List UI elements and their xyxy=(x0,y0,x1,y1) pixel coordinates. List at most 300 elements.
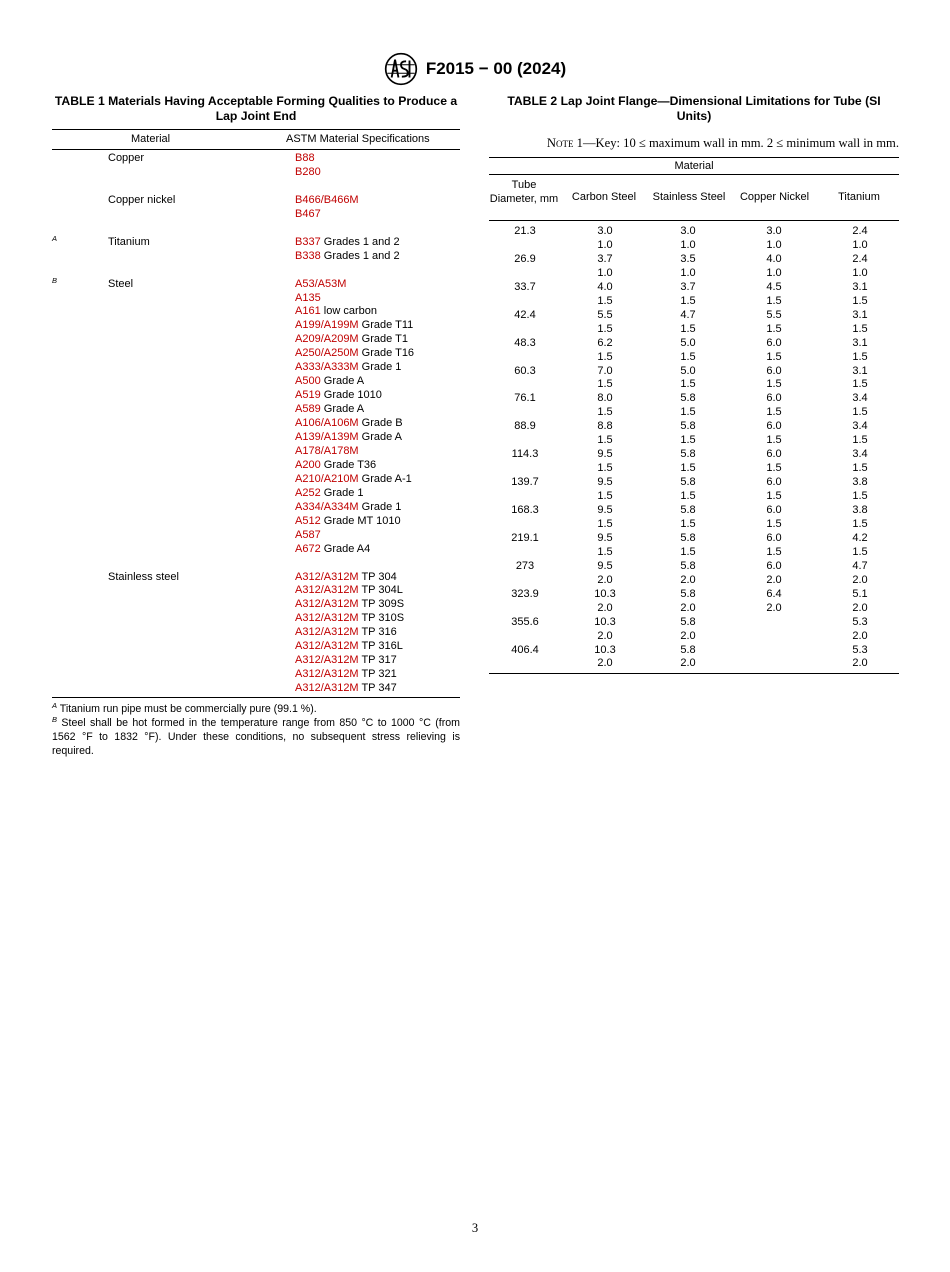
min-wall-value: 1.5 xyxy=(852,434,868,447)
min-wall-value: 1.5 xyxy=(680,517,696,530)
max-wall-value: 3.7 xyxy=(597,252,613,265)
min-wall-value: 1.0 xyxy=(766,238,782,251)
table1-row xyxy=(52,668,460,682)
min-wall-value: 2.0 xyxy=(597,629,613,642)
spec-grade: TP 316 xyxy=(358,626,397,639)
spec-link[interactable]: A252 xyxy=(295,486,321,499)
spec-link[interactable]: A135 xyxy=(295,291,321,304)
spec-grade: TP 310S xyxy=(358,612,405,625)
table1-row xyxy=(52,233,460,250)
spec-entry xyxy=(295,543,370,555)
min-wall-value: 1.5 xyxy=(766,545,782,558)
min-wall-value: 1.5 xyxy=(597,462,613,475)
tube-diameter: 76.1 xyxy=(514,392,536,405)
min-wall-value: 1.5 xyxy=(852,294,868,307)
min-wall-value: 1.5 xyxy=(852,490,868,503)
max-wall-value: 5.8 xyxy=(680,420,696,433)
max-wall-value: 3.1 xyxy=(852,336,868,349)
table2-row-group xyxy=(489,420,899,448)
spec-link[interactable]: A178/A178M xyxy=(295,444,359,457)
max-wall-value: 6.0 xyxy=(766,364,782,377)
spec-entry xyxy=(295,640,403,652)
spec-link[interactable]: A512 xyxy=(295,514,321,527)
spec-entry xyxy=(295,250,400,262)
max-wall-value: 5.5 xyxy=(597,308,613,321)
tube-diameter: 48.3 xyxy=(514,336,536,349)
table2-column-headers xyxy=(489,175,899,220)
max-wall-value: 4.5 xyxy=(766,280,782,293)
spec-link[interactable]: A333/A333M xyxy=(295,361,359,374)
max-wall-value: 2.4 xyxy=(852,225,868,237)
tube-diameter: 355.6 xyxy=(511,615,539,628)
max-wall-value: 3.1 xyxy=(852,308,868,321)
spec-entry xyxy=(295,375,364,387)
table1-row xyxy=(52,571,460,585)
spec-grade: Grade T36 xyxy=(320,458,377,471)
min-wall-value: 1.5 xyxy=(680,322,696,335)
spec-entry xyxy=(295,319,413,331)
max-wall-value: 3.1 xyxy=(852,280,868,293)
max-wall-value: 8.8 xyxy=(597,420,613,433)
min-wall-value: 1.5 xyxy=(680,490,696,503)
max-wall-value: 4.2 xyxy=(852,531,868,544)
spec-grade: Grade T1 xyxy=(358,333,408,346)
max-wall-value: 6.4 xyxy=(766,587,782,600)
min-wall-value: 1.5 xyxy=(597,545,613,558)
table1-row xyxy=(52,473,460,487)
max-wall-value: 3.0 xyxy=(680,225,696,237)
max-wall-value: 3.8 xyxy=(852,504,868,516)
min-wall-value: 2.0 xyxy=(852,629,868,642)
min-wall-value: 1.5 xyxy=(597,490,613,503)
table1-row xyxy=(52,361,460,375)
col-titanium: Titanium xyxy=(838,191,880,203)
min-wall-value: 1.5 xyxy=(852,350,868,363)
spec-grade: Grade 1 xyxy=(358,500,402,513)
spec-link[interactable]: A589 xyxy=(295,403,321,416)
tube-diameter: 406.4 xyxy=(511,643,539,656)
spec-link[interactable]: A312/A312M xyxy=(295,626,359,639)
spec-link[interactable]: A587 xyxy=(295,528,321,541)
col-carbon-steel: Carbon Steel xyxy=(571,191,637,203)
min-wall-value: 1.5 xyxy=(766,462,782,475)
min-wall-value: 1.5 xyxy=(597,517,613,530)
spec-grade: Grade A xyxy=(320,375,365,388)
tube-diameter: 21.3 xyxy=(514,225,536,237)
spec-grade: Grade T11 xyxy=(358,319,414,332)
table1-row xyxy=(52,529,460,543)
table2-row-group xyxy=(489,504,899,532)
spec-link[interactable]: A209/A209M xyxy=(295,333,359,346)
spec-link[interactable]: A519 xyxy=(295,389,321,402)
table1-row xyxy=(52,682,460,696)
min-wall-value: 1.5 xyxy=(597,378,613,391)
spec-link[interactable]: A312/A312M xyxy=(295,584,359,597)
tube-diameter: 114.3 xyxy=(511,448,539,461)
max-wall-value: 10.3 xyxy=(594,587,616,600)
min-wall-value: 1.5 xyxy=(766,322,782,335)
col-stainless-steel: Stainless Steel xyxy=(652,191,726,203)
table1-row xyxy=(52,292,460,306)
min-wall-value: 1.5 xyxy=(597,350,613,363)
spec-link[interactable]: A200 xyxy=(295,458,321,471)
table1-row xyxy=(52,459,460,473)
table1-row xyxy=(52,612,460,626)
table1-row xyxy=(52,431,460,445)
max-wall-value: 3.5 xyxy=(680,252,696,265)
spec-entry xyxy=(295,431,402,443)
spec-entry xyxy=(295,166,321,178)
spec-link[interactable]: A139/A139M xyxy=(295,431,359,443)
table1-body xyxy=(52,150,460,697)
table2-material-header: Material xyxy=(489,158,899,175)
spec-entry xyxy=(295,389,382,401)
table2-row-group xyxy=(489,588,899,616)
min-wall-value: 1.0 xyxy=(766,266,782,279)
table1-row xyxy=(52,333,460,347)
max-wall-value: 3.7 xyxy=(680,280,696,293)
spec-grade: low carbon xyxy=(320,305,377,318)
tube-diameter: 273 xyxy=(515,559,535,572)
spec-entry xyxy=(295,682,397,694)
min-wall-value: 2.0 xyxy=(766,573,782,586)
spec-entry xyxy=(295,278,346,290)
spec-grade: TP 309S xyxy=(358,598,405,611)
max-wall-value: 5.8 xyxy=(680,392,696,405)
tube-diameter: 219.1 xyxy=(511,531,539,544)
min-wall-value: 1.5 xyxy=(597,322,613,335)
max-wall-value: 4.7 xyxy=(680,308,696,321)
max-wall-value: 3.8 xyxy=(852,476,868,489)
table2-row-group xyxy=(489,644,899,672)
spec-grade: Grade 1 xyxy=(320,486,364,499)
table2 xyxy=(489,158,899,674)
table1-row xyxy=(52,305,460,319)
min-wall-value: 2.0 xyxy=(597,657,613,670)
max-wall-value: 3.4 xyxy=(852,448,868,461)
max-wall-value: 5.0 xyxy=(680,336,696,349)
max-wall-value: 6.0 xyxy=(766,392,782,405)
min-wall-value: 2.0 xyxy=(680,601,696,614)
table1-col-material: Material xyxy=(131,133,171,145)
spec-entry xyxy=(295,194,359,206)
tube-diameter: 323.9 xyxy=(511,587,539,600)
footnote-b: $^B$ Steel shall be hot formed in the temperature range from 850 °C to 1000 °C (from 1562 °F to 1832 °F). Under these conditions, no subsequent stress relieving is required. xyxy=(52,715,460,757)
table2-row-group xyxy=(489,616,899,644)
spec-grade: TP 304 xyxy=(358,570,397,583)
max-wall-value: 6.0 xyxy=(766,448,782,461)
min-wall-value: 2.0 xyxy=(852,657,868,670)
spec-entry xyxy=(295,487,364,499)
spec-entry xyxy=(295,529,321,541)
col-copper-nickel: Copper Nickel xyxy=(739,191,810,203)
spec-grade: Grade A xyxy=(320,403,365,416)
table1-row xyxy=(52,250,460,264)
max-wall-value: 5.3 xyxy=(852,615,868,628)
spec-grade: TP 304L xyxy=(358,584,403,597)
min-wall-value: 1.5 xyxy=(680,378,696,391)
spec-grade: Grade MT 1010 xyxy=(320,514,401,527)
max-wall-value: 5.8 xyxy=(680,504,696,516)
table1-row xyxy=(52,501,460,515)
spec-grade: Grade 1 xyxy=(358,361,402,374)
min-wall-value: 1.5 xyxy=(766,378,782,391)
page-header xyxy=(0,52,950,86)
tube-diameter: 26.9 xyxy=(514,252,536,265)
table1-row xyxy=(52,626,460,640)
spec-entry xyxy=(295,584,403,596)
spec-link[interactable]: A312/A312M xyxy=(295,654,359,667)
max-wall-value: 5.8 xyxy=(680,587,696,600)
page-number: 3 xyxy=(471,1221,479,1235)
min-wall-value: 2.0 xyxy=(680,573,696,586)
max-wall-value: 4.7 xyxy=(852,559,868,572)
max-wall-value: 7.0 xyxy=(597,364,613,377)
tube-diameter: 42.4 xyxy=(514,308,536,321)
min-wall-value: 1.5 xyxy=(766,434,782,447)
spec-link[interactable]: A161 xyxy=(295,305,321,318)
table2-row-group xyxy=(489,392,899,420)
spec-grade: Grades 1 and 2 xyxy=(320,249,400,262)
spec-entry xyxy=(295,501,401,513)
min-wall-value: 1.5 xyxy=(766,294,782,307)
min-wall-value: 1.0 xyxy=(852,238,868,251)
table2-row-group xyxy=(489,532,899,560)
spec-link[interactable]: A312/A312M xyxy=(295,668,359,681)
spec-entry xyxy=(295,459,376,471)
min-wall-value: 2.0 xyxy=(852,601,868,614)
table1-row xyxy=(52,487,460,501)
min-wall-value: 1.5 xyxy=(680,294,696,307)
max-wall-value: 8.0 xyxy=(597,392,613,405)
table1-row xyxy=(52,194,460,208)
spec-link[interactable]: A672 xyxy=(295,542,321,555)
tube-diameter: 168.3 xyxy=(511,504,539,516)
max-wall-value: 3.1 xyxy=(852,364,868,377)
document-id: F2015 − 00 (2024) xyxy=(425,59,567,78)
min-wall-value: 1.5 xyxy=(852,406,868,419)
max-wall-value: 5.3 xyxy=(852,643,868,656)
spec-grade: TP 317 xyxy=(358,654,397,667)
table1-row xyxy=(52,417,460,431)
spec-entry xyxy=(295,626,397,638)
table1-row xyxy=(52,208,460,222)
min-wall-value: 1.5 xyxy=(680,406,696,419)
table1-title: TABLE 1 Materials Having Acceptable Forming Qualities to Produce a Lap Joint End xyxy=(54,94,458,123)
footnote-a: $^A$ Titanium run pipe must be commercially pure (99.1 %). xyxy=(52,701,317,715)
spec-entry xyxy=(295,654,397,666)
spec-link[interactable]: A312/A312M xyxy=(295,612,359,625)
table2-section xyxy=(489,94,899,674)
material-name: Copper xyxy=(108,152,145,164)
note-text: —Key: 10 ≤ maximum wall in mm. 2 ≤ minimum wall in mm. xyxy=(582,136,899,150)
spec-entry xyxy=(295,571,397,583)
table1-footnotes xyxy=(52,702,460,758)
table1-row xyxy=(52,389,460,403)
spec-entry xyxy=(295,445,359,457)
spec-link[interactable]: B88 xyxy=(295,152,315,164)
spec-link[interactable]: B466/B466M xyxy=(295,193,359,206)
min-wall-value: 1.5 xyxy=(766,350,782,363)
table1-row xyxy=(52,584,460,598)
spec-link[interactable]: A334/A334M xyxy=(295,500,359,513)
table2-row-group xyxy=(489,309,899,337)
table1-col-specs: ASTM Material Specifications xyxy=(286,133,430,145)
table1-bottom-rule xyxy=(52,697,460,698)
min-wall-value: 1.5 xyxy=(852,378,868,391)
max-wall-value: 6.0 xyxy=(766,336,782,349)
spec-link[interactable]: B467 xyxy=(295,207,321,220)
spec-link[interactable]: A210/A210M xyxy=(295,472,359,485)
spec-grade: TP 321 xyxy=(358,668,397,681)
max-wall-value: 5.1 xyxy=(852,587,868,600)
material-name: Stainless steel xyxy=(108,570,179,583)
max-wall-value: 3.4 xyxy=(852,392,868,405)
spec-grade: Grade A-1 xyxy=(358,472,412,485)
min-wall-value: 1.0 xyxy=(680,238,696,251)
table1-row xyxy=(52,319,460,333)
max-wall-value: 2.4 xyxy=(852,252,868,265)
table2-row-group xyxy=(489,337,899,365)
spec-grade: Grade 1010 xyxy=(320,389,382,402)
min-wall-value: 2.0 xyxy=(680,657,696,670)
max-wall-value: 6.0 xyxy=(766,476,782,489)
min-wall-value: 1.5 xyxy=(680,434,696,447)
min-wall-value: 2.0 xyxy=(852,573,868,586)
min-wall-value: 1.5 xyxy=(852,322,868,335)
table1-row xyxy=(52,654,460,668)
min-wall-value: 1.0 xyxy=(680,266,696,279)
table1-row xyxy=(52,375,460,389)
table2-row-group xyxy=(489,253,899,281)
material-name: Titanium xyxy=(108,235,150,248)
min-wall-value: 1.5 xyxy=(597,294,613,307)
tube-diameter: 139.7 xyxy=(511,476,539,489)
max-wall-value: 3.0 xyxy=(766,225,782,237)
table1-header-row xyxy=(52,130,460,149)
spec-link[interactable]: B338 xyxy=(295,249,321,262)
max-wall-value: 4.0 xyxy=(597,280,613,293)
spec-grade: Grades 1 and 2 xyxy=(320,235,400,248)
table1-row xyxy=(52,166,460,180)
table1-row xyxy=(52,152,460,166)
spec-entry xyxy=(295,208,321,220)
min-wall-value: 2.0 xyxy=(597,573,613,586)
min-wall-value: 1.5 xyxy=(852,545,868,558)
max-wall-value: 5.0 xyxy=(680,364,696,377)
spec-link[interactable]: A312/A312M xyxy=(295,640,359,653)
spec-link[interactable]: A106/A106M xyxy=(295,417,359,430)
min-wall-value: 2.0 xyxy=(766,601,782,614)
max-wall-value: 5.8 xyxy=(680,559,696,572)
table1 xyxy=(52,130,460,698)
tube-diameter: 88.9 xyxy=(514,420,536,433)
min-wall-value: 1.5 xyxy=(852,462,868,475)
spec-entry xyxy=(295,305,377,317)
min-wall-value: 1.5 xyxy=(597,406,613,419)
table1-row xyxy=(52,543,460,557)
spec-link[interactable]: A199/A199M xyxy=(295,319,359,332)
spec-link[interactable]: B280 xyxy=(295,165,321,178)
table2-title: TABLE 2 Lap Joint Flange—Dimensional Limitations for Tube (SI Units) xyxy=(507,94,881,123)
spec-entry xyxy=(295,668,397,680)
table2-row-group xyxy=(489,281,899,309)
spec-grade: Grade T16 xyxy=(358,347,415,360)
spec-grade: Grade A4 xyxy=(320,542,371,555)
max-wall-value: 6.0 xyxy=(766,559,782,572)
spec-entry xyxy=(295,612,404,624)
spec-link[interactable]: B337 xyxy=(295,235,321,248)
note-label: Note 1 xyxy=(546,136,583,150)
min-wall-value: 1.5 xyxy=(852,517,868,530)
spec-grade: TP 316L xyxy=(358,640,403,653)
min-wall-value: 2.0 xyxy=(597,601,613,614)
table2-row-group xyxy=(489,476,899,504)
max-wall-value: 9.5 xyxy=(597,476,613,489)
spec-link[interactable]: A500 xyxy=(295,375,321,388)
spec-entry xyxy=(295,152,315,164)
spec-grade: TP 347 xyxy=(358,682,397,695)
max-wall-value: 6.0 xyxy=(766,504,782,516)
max-wall-value: 6.0 xyxy=(766,420,782,433)
min-wall-value: 1.5 xyxy=(680,350,696,363)
table2-note xyxy=(489,136,899,151)
spec-link[interactable]: A312/A312M xyxy=(295,570,359,583)
min-wall-value: 1.0 xyxy=(597,266,613,279)
max-wall-value: 5.8 xyxy=(680,448,696,461)
min-wall-value: 1.5 xyxy=(766,490,782,503)
table2-row-group xyxy=(489,225,899,253)
table1-row xyxy=(52,445,460,459)
table1-row xyxy=(52,598,460,612)
spec-entry xyxy=(295,333,408,345)
max-wall-value: 9.5 xyxy=(597,448,613,461)
spec-link[interactable]: A312/A312M xyxy=(295,598,359,611)
table1-row xyxy=(52,347,460,361)
spec-link[interactable]: A53/A53M xyxy=(295,277,347,290)
spec-grade: Grade A xyxy=(358,431,403,443)
min-wall-value: 1.5 xyxy=(597,434,613,447)
max-wall-value: 5.5 xyxy=(766,308,782,321)
table1-section xyxy=(52,94,460,758)
min-wall-value: 1.0 xyxy=(597,238,613,251)
max-wall-value: 9.5 xyxy=(597,559,613,572)
max-wall-value: 5.8 xyxy=(680,643,696,656)
footnote-mark: B xyxy=(52,275,58,285)
max-wall-value: 4.0 xyxy=(766,252,782,265)
min-wall-value: 1.5 xyxy=(680,462,696,475)
spec-entry xyxy=(295,361,401,373)
max-wall-value: 5.8 xyxy=(680,531,696,544)
spec-entry xyxy=(295,417,403,429)
max-wall-value: 10.3 xyxy=(594,643,616,656)
material-name: Copper nickel xyxy=(108,193,176,206)
min-wall-value: 1.5 xyxy=(680,545,696,558)
table1-row xyxy=(52,640,460,654)
material-name: Steel xyxy=(108,277,134,290)
table2-row-group xyxy=(489,560,899,588)
min-wall-value: 1.0 xyxy=(852,266,868,279)
table1-row xyxy=(52,275,460,292)
spec-entry xyxy=(295,473,412,485)
footnote-mark: A xyxy=(52,233,58,243)
max-wall-value: 10.3 xyxy=(594,615,616,628)
table2-row-group xyxy=(489,448,899,476)
spec-link[interactable]: A250/A250M xyxy=(295,347,359,360)
max-wall-value: 5.8 xyxy=(680,615,696,628)
tube-diameter: 33.7 xyxy=(514,280,536,293)
spec-link[interactable]: A312/A312M xyxy=(295,682,359,695)
